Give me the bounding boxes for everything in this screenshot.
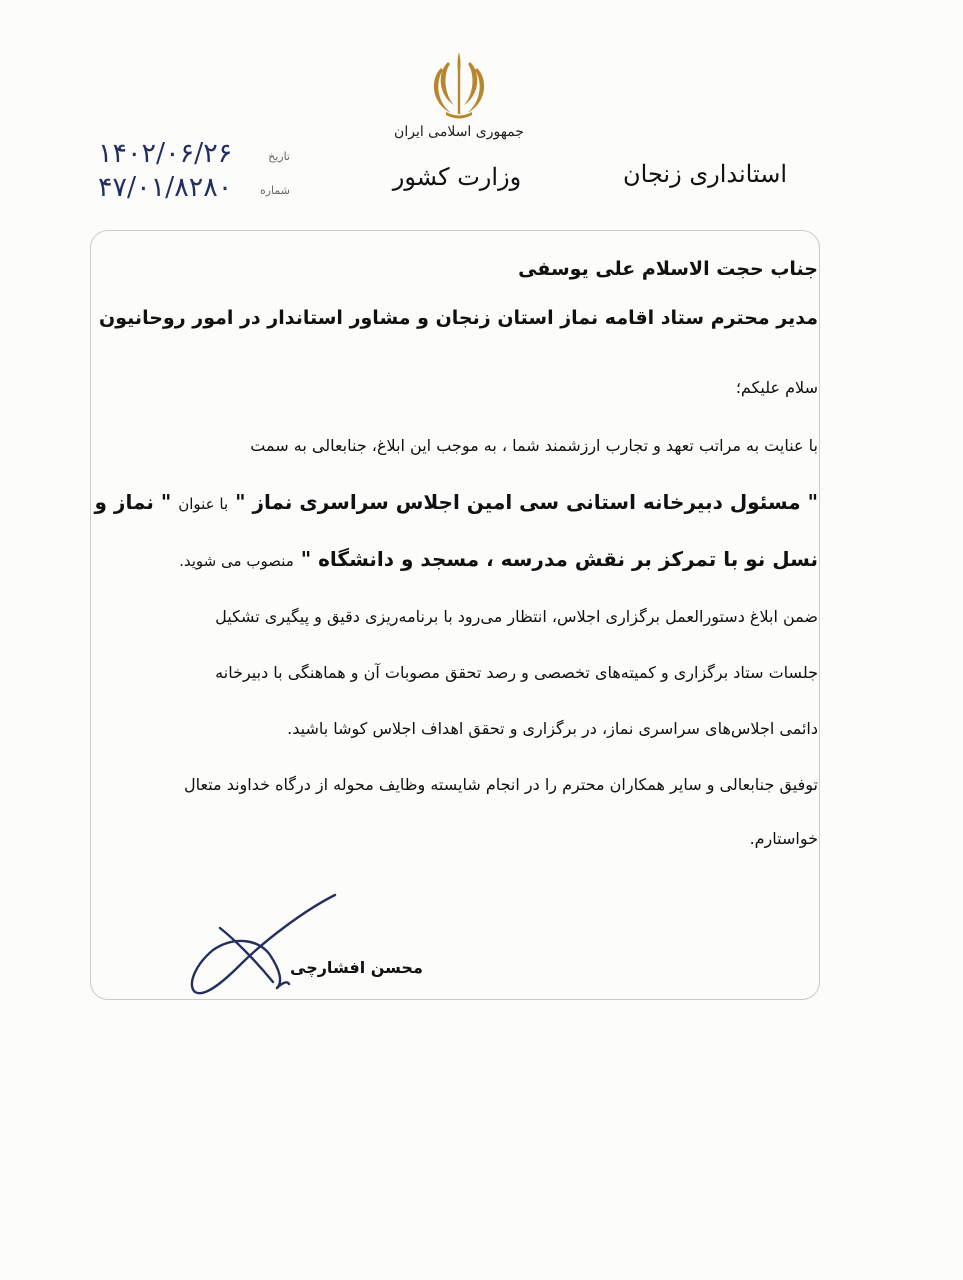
title-connector: با عنوان bbox=[178, 495, 229, 513]
paragraph-1-line-3 bbox=[179, 547, 818, 571]
governorate-title: استانداری زنجان bbox=[623, 160, 787, 188]
date-label: تاریخ bbox=[268, 150, 290, 163]
recipient-name: جناب حجت الاسلام علی یوسفی bbox=[518, 258, 818, 280]
paragraph-2-line-2: جلسات ستاد برگزاری و کمیته‌های تخصصی و رصد تحقق مصوبات آن و هماهنگی با دبیرخانه bbox=[215, 663, 818, 682]
paragraph-3-line-1: توفیق جنابعالی و سایر همکاران محترم را در انجام شایسته وظایف محوله از درگاه خداوند متعال bbox=[184, 775, 818, 794]
signer-name: محسن افشارچی bbox=[290, 958, 423, 977]
number-row bbox=[94, 172, 294, 206]
conference-title-end: نسل نو با تمرکز بر نقش مدرسه ، مسجد و دانشگاه " bbox=[300, 547, 818, 571]
number-label: شماره bbox=[259, 184, 290, 197]
paragraph-1-line-1: با عنایت به مراتب تعهد و تجارب ارزشمند شما ، به موجب این ابلاغ، جنابعالی به سمت bbox=[250, 436, 818, 455]
position-title: " مسئول دبیرخانه استانی سی امین اجلاس سراسری نماز " bbox=[235, 490, 818, 514]
conference-title-start: " نماز و bbox=[94, 490, 172, 514]
paragraph-3-line-2: خواستارم. bbox=[749, 829, 818, 848]
appointment-phrase: منصوب می شوید. bbox=[179, 552, 294, 570]
paragraph-2-line-1: ضمن ابلاغ دستورالعمل برگزاری اجلاس، انتظار می‌رود با برنامه‌ریزی دقیق و پیگیری تشکیل bbox=[215, 607, 818, 626]
recipient-title: مدیر محترم ستاد اقامه نماز استان زنجان و مشاور استاندار در امور روحانیون bbox=[99, 307, 818, 329]
number-value: ۴۷/۰۱/۸۲۸۰ bbox=[98, 172, 233, 203]
page-margin-bottom bbox=[0, 1040, 963, 1280]
paragraph-1-line-2 bbox=[95, 490, 818, 514]
republic-title: جمهوری اسلامی ایران bbox=[394, 124, 524, 140]
date-value: ۱۴۰۲/۰۶/۲۶ bbox=[98, 138, 233, 169]
ministry-title: وزارت کشور bbox=[392, 163, 522, 191]
iran-emblem-icon bbox=[424, 46, 494, 122]
greeting: سلام علیکم؛ bbox=[735, 378, 818, 397]
paragraph-2-line-3: دائمی اجلاس‌های سراسری نماز، در برگزاری و تحقق اهداف اجلاس کوشا باشید. bbox=[287, 719, 818, 738]
letter-meta bbox=[94, 138, 294, 208]
handwritten-signature-icon bbox=[185, 880, 360, 1005]
date-row bbox=[94, 138, 294, 172]
